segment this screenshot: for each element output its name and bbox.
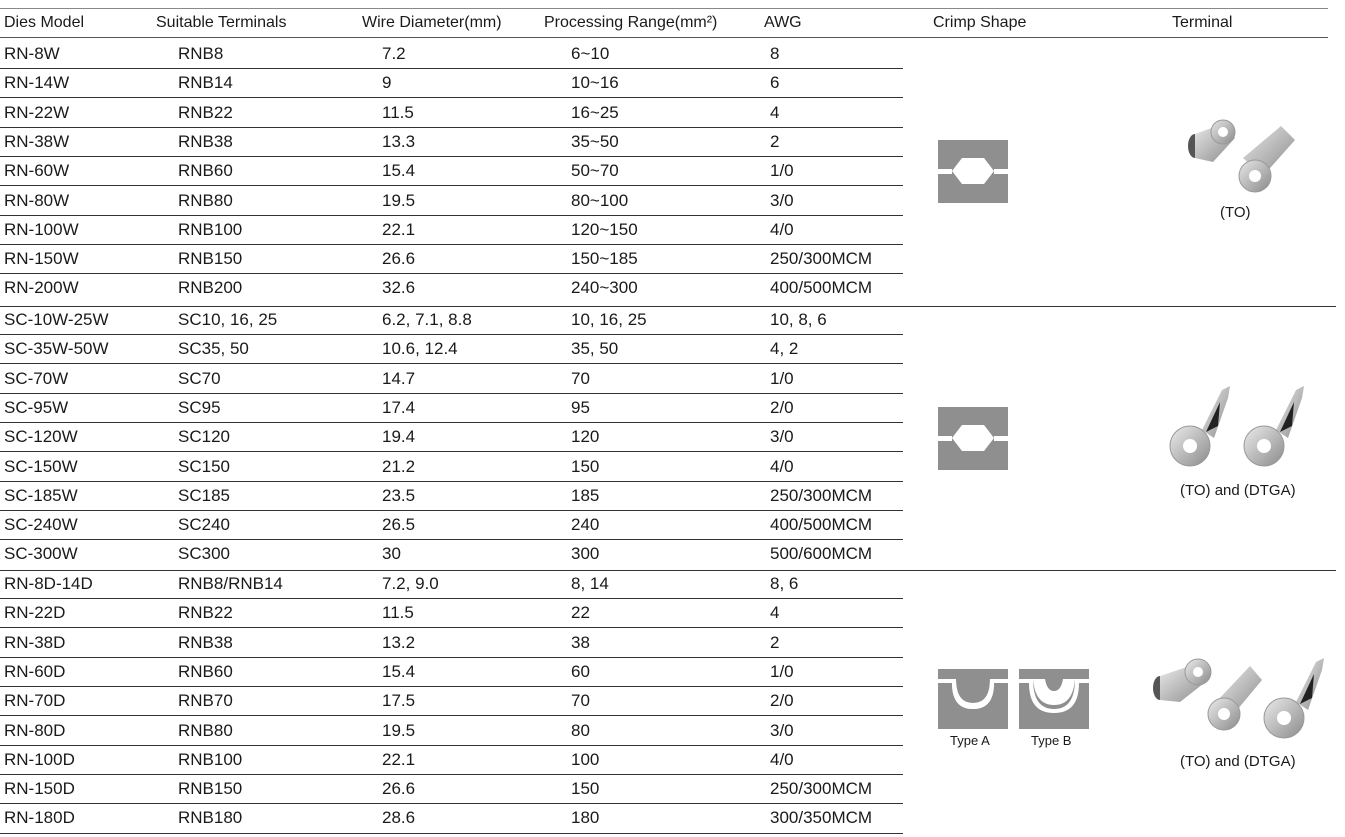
- cell-wire-diameter: 26.5: [382, 515, 416, 535]
- cell-awg: 1/0: [770, 661, 794, 681]
- cell-dies-model: SC-35W-50W: [4, 339, 109, 359]
- cell-wire-diameter: 17.5: [382, 691, 416, 711]
- cell-processing-range: 50~70: [571, 161, 619, 181]
- ring-and-tube-terminal-image: [1150, 652, 1340, 742]
- cell-suitable-terminal: RNB200: [178, 278, 243, 298]
- cell-processing-range: 6~10: [571, 44, 610, 63]
- table-row: [0, 335, 905, 364]
- crimp-hexagon-shape: [938, 407, 1008, 470]
- cell-wire-diameter: 30: [382, 544, 401, 564]
- cell-processing-range: 38: [571, 632, 590, 652]
- cell-awg: 3/0: [770, 190, 794, 210]
- cell-awg: 10, 8, 6: [770, 310, 827, 329]
- cell-suitable-terminal: RNB100: [178, 749, 243, 769]
- cell-awg: 1/0: [770, 368, 794, 388]
- crimp-type-a-label: Type A: [950, 733, 990, 748]
- cell-wire-diameter: 26.6: [382, 779, 416, 799]
- cell-processing-range: 180: [571, 808, 600, 828]
- cell-dies-model: RN-100W: [4, 219, 79, 239]
- cell-dies-model: SC-10W-25W: [4, 310, 109, 329]
- cell-suitable-terminal: RNB38: [178, 131, 233, 151]
- table-row: [0, 157, 905, 186]
- cell-suitable-terminal: SC10, 16, 25: [178, 310, 278, 329]
- cell-dies-model: RN-200W: [4, 278, 79, 298]
- cell-wire-diameter: 14.7: [382, 368, 416, 388]
- cell-awg: 4, 2: [770, 339, 799, 359]
- table-row: [0, 717, 905, 746]
- crimp-type-a-shape: [938, 669, 1008, 729]
- cell-awg: 3/0: [770, 427, 794, 447]
- cell-suitable-terminal: SC150: [178, 456, 230, 476]
- header-rule-top: [0, 8, 1328, 9]
- cell-suitable-terminal: RNB22: [178, 102, 233, 122]
- crimp-type-b-shape: [1019, 669, 1089, 729]
- cell-awg: 250/300MCM: [770, 485, 873, 505]
- table-row: [0, 128, 905, 157]
- header-crimp-shape: Crimp Shape: [933, 14, 1027, 31]
- cell-processing-range: 150~185: [571, 249, 638, 269]
- cell-awg: 250/300MCM: [770, 249, 873, 269]
- cell-dies-model: SC-240W: [4, 515, 78, 535]
- group-divider-2: [0, 570, 1336, 571]
- cell-suitable-terminal: RNB14: [178, 73, 233, 93]
- table-row: [0, 482, 905, 511]
- cell-dies-model: RN-80D: [4, 720, 66, 740]
- cell-dies-model: SC-185W: [4, 485, 78, 505]
- cell-suitable-terminal: SC95: [178, 397, 221, 417]
- cell-suitable-terminal: RNB60: [178, 661, 233, 681]
- header-processing-range: Processing Range(mm²): [544, 14, 718, 31]
- cell-processing-range: 16~25: [571, 102, 619, 122]
- cell-suitable-terminal: SC300: [178, 544, 230, 564]
- cell-processing-range: 10~16: [571, 73, 619, 93]
- cell-dies-model: RN-8D-14D: [4, 574, 93, 593]
- cell-suitable-terminal: RNB70: [178, 691, 233, 711]
- cell-awg: 2/0: [770, 691, 794, 711]
- cell-processing-range: 150: [571, 456, 600, 476]
- cell-wire-diameter: 21.2: [382, 456, 416, 476]
- cell-suitable-terminal: SC35, 50: [178, 339, 249, 359]
- table-row: [0, 599, 905, 628]
- cell-processing-range: 185: [571, 485, 600, 505]
- cell-awg: 4: [770, 102, 780, 122]
- cell-awg: 6: [770, 73, 780, 93]
- cell-wire-diameter: 17.4: [382, 397, 416, 417]
- cell-suitable-terminal: RNB8: [178, 44, 224, 63]
- cell-wire-diameter: 26.6: [382, 249, 416, 269]
- table-row: [0, 687, 905, 716]
- table-row: [0, 423, 905, 452]
- crimp-hexagon-shape: [938, 140, 1008, 203]
- cell-processing-range: 60: [571, 661, 590, 681]
- cell-wire-diameter: 15.4: [382, 161, 416, 181]
- table-row: [0, 540, 905, 569]
- cell-suitable-terminal: SC70: [178, 368, 221, 388]
- table-row: [0, 453, 905, 482]
- header-suitable-terminals: Suitable Terminals: [156, 14, 287, 31]
- cell-processing-range: 35, 50: [571, 339, 619, 359]
- table-row: [0, 570, 905, 599]
- cell-wire-diameter: 13.3: [382, 131, 416, 151]
- table-row: [0, 658, 905, 687]
- cell-wire-diameter: 28.6: [382, 808, 416, 828]
- cell-awg: 2/0: [770, 397, 794, 417]
- group-divider-1: [0, 306, 1336, 307]
- cell-dies-model: SC-300W: [4, 544, 78, 564]
- cell-processing-range: 120: [571, 427, 600, 447]
- cell-dies-model: RN-150D: [4, 779, 75, 799]
- cell-awg: 3/0: [770, 720, 794, 740]
- cell-suitable-terminal: RNB22: [178, 603, 233, 623]
- ring-terminal-image: [1183, 118, 1305, 194]
- cell-wire-diameter: 11.5: [382, 102, 414, 122]
- table-row: [0, 40, 905, 69]
- cell-suitable-terminal: RNB80: [178, 190, 233, 210]
- cell-dies-model: RN-38D: [4, 632, 66, 652]
- cell-awg: 500/600MCM: [770, 544, 873, 564]
- table-row: [0, 365, 905, 394]
- cell-dies-model: RN-80W: [4, 190, 70, 210]
- table-row: [0, 804, 905, 833]
- cell-wire-diameter: 19.5: [382, 190, 416, 210]
- cell-wire-diameter: 22.1: [382, 219, 416, 239]
- cell-processing-range: 70: [571, 368, 590, 388]
- cell-awg: 2: [770, 632, 780, 652]
- cell-wire-diameter: 19.5: [382, 720, 416, 740]
- cell-suitable-terminal: RNB8/RNB14: [178, 574, 283, 593]
- cell-wire-diameter: 23.5: [382, 485, 416, 505]
- cell-awg: 2: [770, 131, 780, 151]
- cell-dies-model: RN-60W: [4, 161, 70, 181]
- cell-dies-model: RN-70D: [4, 691, 66, 711]
- cell-wire-diameter: 11.5: [382, 603, 414, 623]
- cell-awg: 4: [770, 603, 780, 623]
- cell-awg: 4/0: [770, 219, 794, 239]
- cell-processing-range: 240: [571, 515, 600, 535]
- table-row: [0, 511, 905, 540]
- cell-dies-model: SC-150W: [4, 456, 78, 476]
- cell-dies-model: RN-150W: [4, 249, 79, 269]
- table-row: [0, 187, 905, 216]
- cell-awg: 400/500MCM: [770, 515, 873, 535]
- table-row: [0, 216, 905, 245]
- cell-dies-model: SC-120W: [4, 427, 78, 447]
- cell-wire-diameter: 7.2, 9.0: [382, 574, 439, 593]
- terminal-caption-to-dtga: (TO) and (DTGA): [1180, 482, 1296, 499]
- cell-suitable-terminal: RNB80: [178, 720, 233, 740]
- cell-processing-range: 10, 16, 25: [571, 310, 647, 329]
- cell-suitable-terminal: RNB150: [178, 779, 243, 799]
- cell-suitable-terminal: SC240: [178, 515, 230, 535]
- cell-wire-diameter: 15.4: [382, 661, 416, 681]
- cell-processing-range: 80~100: [571, 190, 629, 210]
- cell-awg: 4/0: [770, 749, 794, 769]
- cell-processing-range: 35~50: [571, 131, 619, 151]
- cell-dies-model: RN-22W: [4, 102, 70, 122]
- cell-awg: 250/300MCM: [770, 779, 873, 799]
- header-wire-diameter: Wire Diameter(mm): [362, 14, 502, 31]
- cell-wire-diameter: 9: [382, 73, 392, 93]
- cell-awg: 300/350MCM: [770, 808, 873, 828]
- header-dies-model: Dies Model: [4, 14, 85, 31]
- cell-processing-range: 120~150: [571, 219, 638, 239]
- table-row: [0, 306, 905, 335]
- cell-dies-model: RN-8W: [4, 44, 60, 63]
- terminal-caption-to-dtga: (TO) and (DTGA): [1180, 753, 1296, 770]
- cell-processing-range: 95: [571, 397, 590, 417]
- cell-wire-diameter: 19.4: [382, 427, 416, 447]
- cell-suitable-terminal: SC185: [178, 485, 230, 505]
- cell-processing-range: 300: [571, 544, 600, 564]
- cell-suitable-terminal: RNB38: [178, 632, 233, 652]
- header-awg: AWG: [764, 14, 802, 31]
- cell-wire-diameter: 7.2: [382, 44, 406, 63]
- cell-dies-model: RN-60D: [4, 661, 66, 681]
- cell-processing-range: 80: [571, 720, 590, 740]
- cell-wire-diameter: 13.2: [382, 632, 416, 652]
- cell-awg: 400/500MCM: [770, 278, 873, 298]
- cell-suitable-terminal: RNB60: [178, 161, 233, 181]
- cell-dies-model: RN-38W: [4, 131, 70, 151]
- header-terminal: Terminal: [1172, 14, 1233, 31]
- cell-dies-model: RN-180D: [4, 808, 75, 828]
- cell-awg: 4/0: [770, 456, 794, 476]
- table-row: [0, 274, 905, 303]
- table-row: [0, 69, 905, 98]
- crimp-type-b-label: Type B: [1031, 733, 1072, 748]
- cell-dies-model: SC-70W: [4, 368, 69, 388]
- cell-dies-model: SC-95W: [4, 397, 69, 417]
- cell-dies-model: RN-14W: [4, 73, 70, 93]
- cell-suitable-terminal: RNB150: [178, 249, 243, 269]
- cell-awg: 1/0: [770, 161, 794, 181]
- cell-wire-diameter: 22.1: [382, 749, 416, 769]
- cell-wire-diameter: 32.6: [382, 278, 416, 298]
- tube-terminal-image: [1166, 382, 1316, 468]
- cell-wire-diameter: 6.2, 7.1, 8.8: [382, 310, 472, 329]
- cell-suitable-terminal: RNB180: [178, 808, 243, 828]
- header-rule-bottom: [0, 37, 1328, 38]
- cell-awg: 8, 6: [770, 574, 799, 593]
- table-row: [0, 746, 905, 775]
- table-row: [0, 245, 905, 274]
- cell-processing-range: 150: [571, 779, 600, 799]
- cell-awg: 8: [770, 44, 780, 63]
- terminal-caption-to: (TO): [1220, 204, 1251, 221]
- table-row: [0, 775, 905, 804]
- cell-processing-range: 70: [571, 691, 590, 711]
- table-row: [0, 394, 905, 423]
- cell-processing-range: 22: [571, 603, 590, 623]
- cell-suitable-terminal: RNB100: [178, 219, 243, 239]
- cell-dies-model: RN-100D: [4, 749, 75, 769]
- cell-suitable-terminal: SC120: [178, 427, 230, 447]
- table-bottom-rule: [0, 833, 903, 834]
- cell-processing-range: 100: [571, 749, 600, 769]
- table-row: [0, 629, 905, 658]
- cell-processing-range: 8, 14: [571, 574, 609, 593]
- cell-processing-range: 240~300: [571, 278, 638, 298]
- cell-wire-diameter: 10.6, 12.4: [382, 339, 458, 359]
- cell-dies-model: RN-22D: [4, 603, 66, 623]
- table-row: [0, 99, 905, 128]
